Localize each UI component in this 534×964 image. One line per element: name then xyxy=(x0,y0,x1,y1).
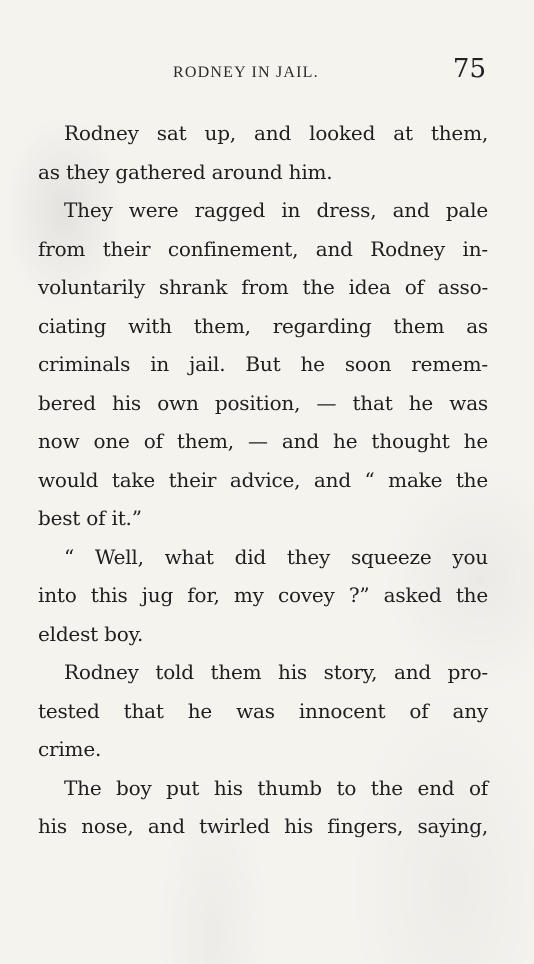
text-line: bered his own position, — that he was xyxy=(38,390,488,415)
text-line: Rodney told them his story, and pro- xyxy=(64,660,488,684)
text-line: eldest boy. xyxy=(38,621,144,646)
running-title: RODNEY IN JAIL. xyxy=(173,64,319,81)
text-line: tested that he was innocent of any xyxy=(38,698,488,723)
text-line: They were ragged in dress, and pale xyxy=(64,198,488,222)
body-text xyxy=(38,114,488,846)
page-number: 75 xyxy=(452,54,486,84)
text-line: into this jug for, my covey ?” asked the xyxy=(38,583,488,607)
text-line: his nose, and twirled his fingers, saying, xyxy=(38,814,488,838)
text-line: The boy put his thumb to the end of xyxy=(64,775,488,800)
text-line: as they gathered around him. xyxy=(38,159,333,184)
text-line: “ Well, what did they squeeze you xyxy=(64,544,488,569)
text-line: crime. xyxy=(38,737,102,761)
text-line: would take their advice, and “ make the xyxy=(38,467,488,492)
text-line: from their confinement, and Rodney in- xyxy=(38,236,488,261)
text-line: now one of them, — and he thought he xyxy=(38,429,488,453)
text-line: voluntarily shrank from the idea of asso- xyxy=(38,275,488,299)
text-line: criminals in jail. But he soon remem- xyxy=(38,352,488,376)
text-line: best of it.” xyxy=(38,506,142,530)
text-line: Rodney sat up, and looked at them, xyxy=(64,121,488,145)
text-line: ciating with them, regarding them as xyxy=(38,313,488,338)
running-head xyxy=(0,54,534,90)
